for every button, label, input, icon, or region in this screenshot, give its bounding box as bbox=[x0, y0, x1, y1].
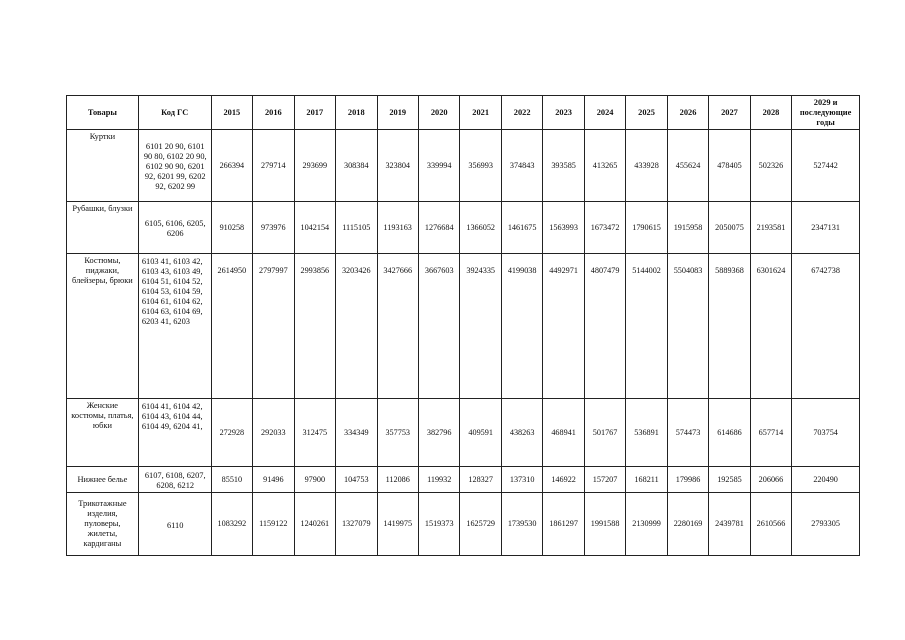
value-cell: 206066 bbox=[750, 467, 791, 493]
value-cell: 382796 bbox=[418, 399, 459, 467]
value-cell: 339994 bbox=[418, 130, 459, 202]
column-header: 2022 bbox=[501, 96, 542, 130]
value-cell: 146922 bbox=[543, 467, 584, 493]
column-header: 2018 bbox=[336, 96, 377, 130]
value-cell: 2993856 bbox=[294, 254, 335, 399]
value-cell: 1159122 bbox=[253, 493, 294, 556]
goods-cell: Костюмы, пиджаки, блейзеры, брюки bbox=[67, 254, 139, 399]
value-cell: 2280169 bbox=[667, 493, 708, 556]
column-header: 2028 bbox=[750, 96, 791, 130]
value-cell: 334349 bbox=[336, 399, 377, 467]
value-cell: 478405 bbox=[709, 130, 750, 202]
hs-code-cell bbox=[138, 130, 211, 202]
value-cell: 4199038 bbox=[501, 254, 542, 399]
value-cell: 433928 bbox=[626, 130, 667, 202]
value-cell: 2610566 bbox=[750, 493, 791, 556]
value-cell: 357753 bbox=[377, 399, 418, 467]
value-cell: 468941 bbox=[543, 399, 584, 467]
hs-code-cell bbox=[138, 399, 211, 467]
hs-code-text: 6103 41, 6103 42, 6103 43, 6103 49, 6104 51, 6104 52, 6104 53, 6104 59, 6104 61, 6104 62, 6104 63, 6104 69, 6203 41, 6203 bbox=[141, 257, 203, 326]
column-header: 2027 bbox=[709, 96, 750, 130]
data-table-container bbox=[66, 95, 860, 556]
value-cell: 2797997 bbox=[253, 254, 294, 399]
value-cell: 1083292 bbox=[211, 493, 252, 556]
hs-code-cell bbox=[138, 493, 211, 556]
table-row bbox=[67, 467, 860, 493]
hs-code-text: 6107, 6108, 6207, 6208, 6212 bbox=[144, 471, 206, 490]
value-cell: 97900 bbox=[294, 467, 335, 493]
value-cell: 455624 bbox=[667, 130, 708, 202]
value-cell: 2050075 bbox=[709, 202, 750, 254]
value-cell: 323804 bbox=[377, 130, 418, 202]
value-cell: 910258 bbox=[211, 202, 252, 254]
value-cell: 3427666 bbox=[377, 254, 418, 399]
value-cell: 973976 bbox=[253, 202, 294, 254]
value-cell: 6742738 bbox=[792, 254, 860, 399]
column-header: 2026 bbox=[667, 96, 708, 130]
column-header: 2020 bbox=[418, 96, 459, 130]
column-header: 2029 и последующие годы bbox=[792, 96, 860, 130]
value-cell: 657714 bbox=[750, 399, 791, 467]
value-cell: 1115105 bbox=[336, 202, 377, 254]
value-cell: 5144002 bbox=[626, 254, 667, 399]
column-header: 2015 bbox=[211, 96, 252, 130]
value-cell: 1042154 bbox=[294, 202, 335, 254]
value-cell: 413265 bbox=[584, 130, 625, 202]
hs-code-text: 6105, 6106, 6205, 6206 bbox=[144, 219, 206, 238]
column-header: 2025 bbox=[626, 96, 667, 130]
value-cell: 5504083 bbox=[667, 254, 708, 399]
value-cell: 5889368 bbox=[709, 254, 750, 399]
value-cell: 574473 bbox=[667, 399, 708, 467]
value-cell: 1861297 bbox=[543, 493, 584, 556]
value-cell: 2439781 bbox=[709, 493, 750, 556]
goods-cell: Трикотажные изделия, пуловеры, жилеты, кардиганы bbox=[67, 493, 139, 556]
hs-code-cell bbox=[138, 254, 211, 399]
value-cell: 438263 bbox=[501, 399, 542, 467]
hs-code-cell bbox=[138, 467, 211, 493]
value-cell: 374843 bbox=[501, 130, 542, 202]
value-cell: 501767 bbox=[584, 399, 625, 467]
value-cell: 1915958 bbox=[667, 202, 708, 254]
hs-code-text: 6101 20 90, 6101 90 80, 6102 20 90, 6102 90 90, 6201 92, 6201 99, 6202 92, 6202 99 bbox=[143, 142, 207, 191]
value-cell: 293699 bbox=[294, 130, 335, 202]
value-cell: 157207 bbox=[584, 467, 625, 493]
table-row bbox=[67, 399, 860, 467]
value-cell: 85510 bbox=[211, 467, 252, 493]
value-cell: 356993 bbox=[460, 130, 501, 202]
hs-code-text: 6110 bbox=[166, 520, 184, 530]
value-cell: 91496 bbox=[253, 467, 294, 493]
value-cell: 1327079 bbox=[336, 493, 377, 556]
value-cell: 137310 bbox=[501, 467, 542, 493]
value-cell: 2130999 bbox=[626, 493, 667, 556]
value-cell: 3924335 bbox=[460, 254, 501, 399]
value-cell: 703754 bbox=[792, 399, 860, 467]
column-header: 2017 bbox=[294, 96, 335, 130]
value-cell: 308384 bbox=[336, 130, 377, 202]
table-row bbox=[67, 493, 860, 556]
value-cell: 272928 bbox=[211, 399, 252, 467]
value-cell: 3203426 bbox=[336, 254, 377, 399]
hs-code-cell bbox=[138, 202, 211, 254]
value-cell: 179986 bbox=[667, 467, 708, 493]
value-cell: 2793305 bbox=[792, 493, 860, 556]
value-cell: 1366052 bbox=[460, 202, 501, 254]
value-cell: 2614950 bbox=[211, 254, 252, 399]
column-header: 2019 bbox=[377, 96, 418, 130]
value-cell: 1625729 bbox=[460, 493, 501, 556]
goods-cell: Рубашки, блузки bbox=[67, 202, 139, 254]
table-row bbox=[67, 254, 860, 399]
goods-cell: Нижнее белье bbox=[67, 467, 139, 493]
column-header: Код ГС bbox=[138, 96, 211, 130]
column-header: 2021 bbox=[460, 96, 501, 130]
table-header-row bbox=[67, 96, 860, 130]
value-cell: 220490 bbox=[792, 467, 860, 493]
value-cell: 536891 bbox=[626, 399, 667, 467]
value-cell: 266394 bbox=[211, 130, 252, 202]
value-cell: 119932 bbox=[418, 467, 459, 493]
value-cell: 6301624 bbox=[750, 254, 791, 399]
value-cell: 128327 bbox=[460, 467, 501, 493]
value-cell: 1991588 bbox=[584, 493, 625, 556]
value-cell: 312475 bbox=[294, 399, 335, 467]
value-cell: 614686 bbox=[709, 399, 750, 467]
value-cell: 292033 bbox=[253, 399, 294, 467]
column-header: Товары bbox=[67, 96, 139, 130]
value-cell: 393585 bbox=[543, 130, 584, 202]
value-cell: 192585 bbox=[709, 467, 750, 493]
value-cell: 1673472 bbox=[584, 202, 625, 254]
value-cell: 409591 bbox=[460, 399, 501, 467]
hs-code-text: 6104 41, 6104 42, 6104 43, 6104 44, 6104 49, 6204 41, bbox=[141, 402, 203, 431]
value-cell: 1461675 bbox=[501, 202, 542, 254]
value-cell: 1519373 bbox=[418, 493, 459, 556]
goods-cell: Женские костюмы, платья, юбки bbox=[67, 399, 139, 467]
table-row bbox=[67, 202, 860, 254]
exports-table bbox=[66, 95, 860, 556]
value-cell: 1790615 bbox=[626, 202, 667, 254]
value-cell: 2193581 bbox=[750, 202, 791, 254]
value-cell: 1240261 bbox=[294, 493, 335, 556]
value-cell: 168211 bbox=[626, 467, 667, 493]
value-cell: 1276684 bbox=[418, 202, 459, 254]
value-cell: 1193163 bbox=[377, 202, 418, 254]
value-cell: 2347131 bbox=[792, 202, 860, 254]
value-cell: 4492971 bbox=[543, 254, 584, 399]
value-cell: 1419975 bbox=[377, 493, 418, 556]
value-cell: 1739530 bbox=[501, 493, 542, 556]
goods-cell: Куртки bbox=[67, 130, 139, 202]
value-cell: 279714 bbox=[253, 130, 294, 202]
value-cell: 3667603 bbox=[418, 254, 459, 399]
value-cell: 527442 bbox=[792, 130, 860, 202]
value-cell: 4807479 bbox=[584, 254, 625, 399]
table-row bbox=[67, 130, 860, 202]
column-header: 2016 bbox=[253, 96, 294, 130]
value-cell: 112086 bbox=[377, 467, 418, 493]
value-cell: 1563993 bbox=[543, 202, 584, 254]
value-cell: 104753 bbox=[336, 467, 377, 493]
value-cell: 502326 bbox=[750, 130, 791, 202]
column-header: 2023 bbox=[543, 96, 584, 130]
column-header: 2024 bbox=[584, 96, 625, 130]
